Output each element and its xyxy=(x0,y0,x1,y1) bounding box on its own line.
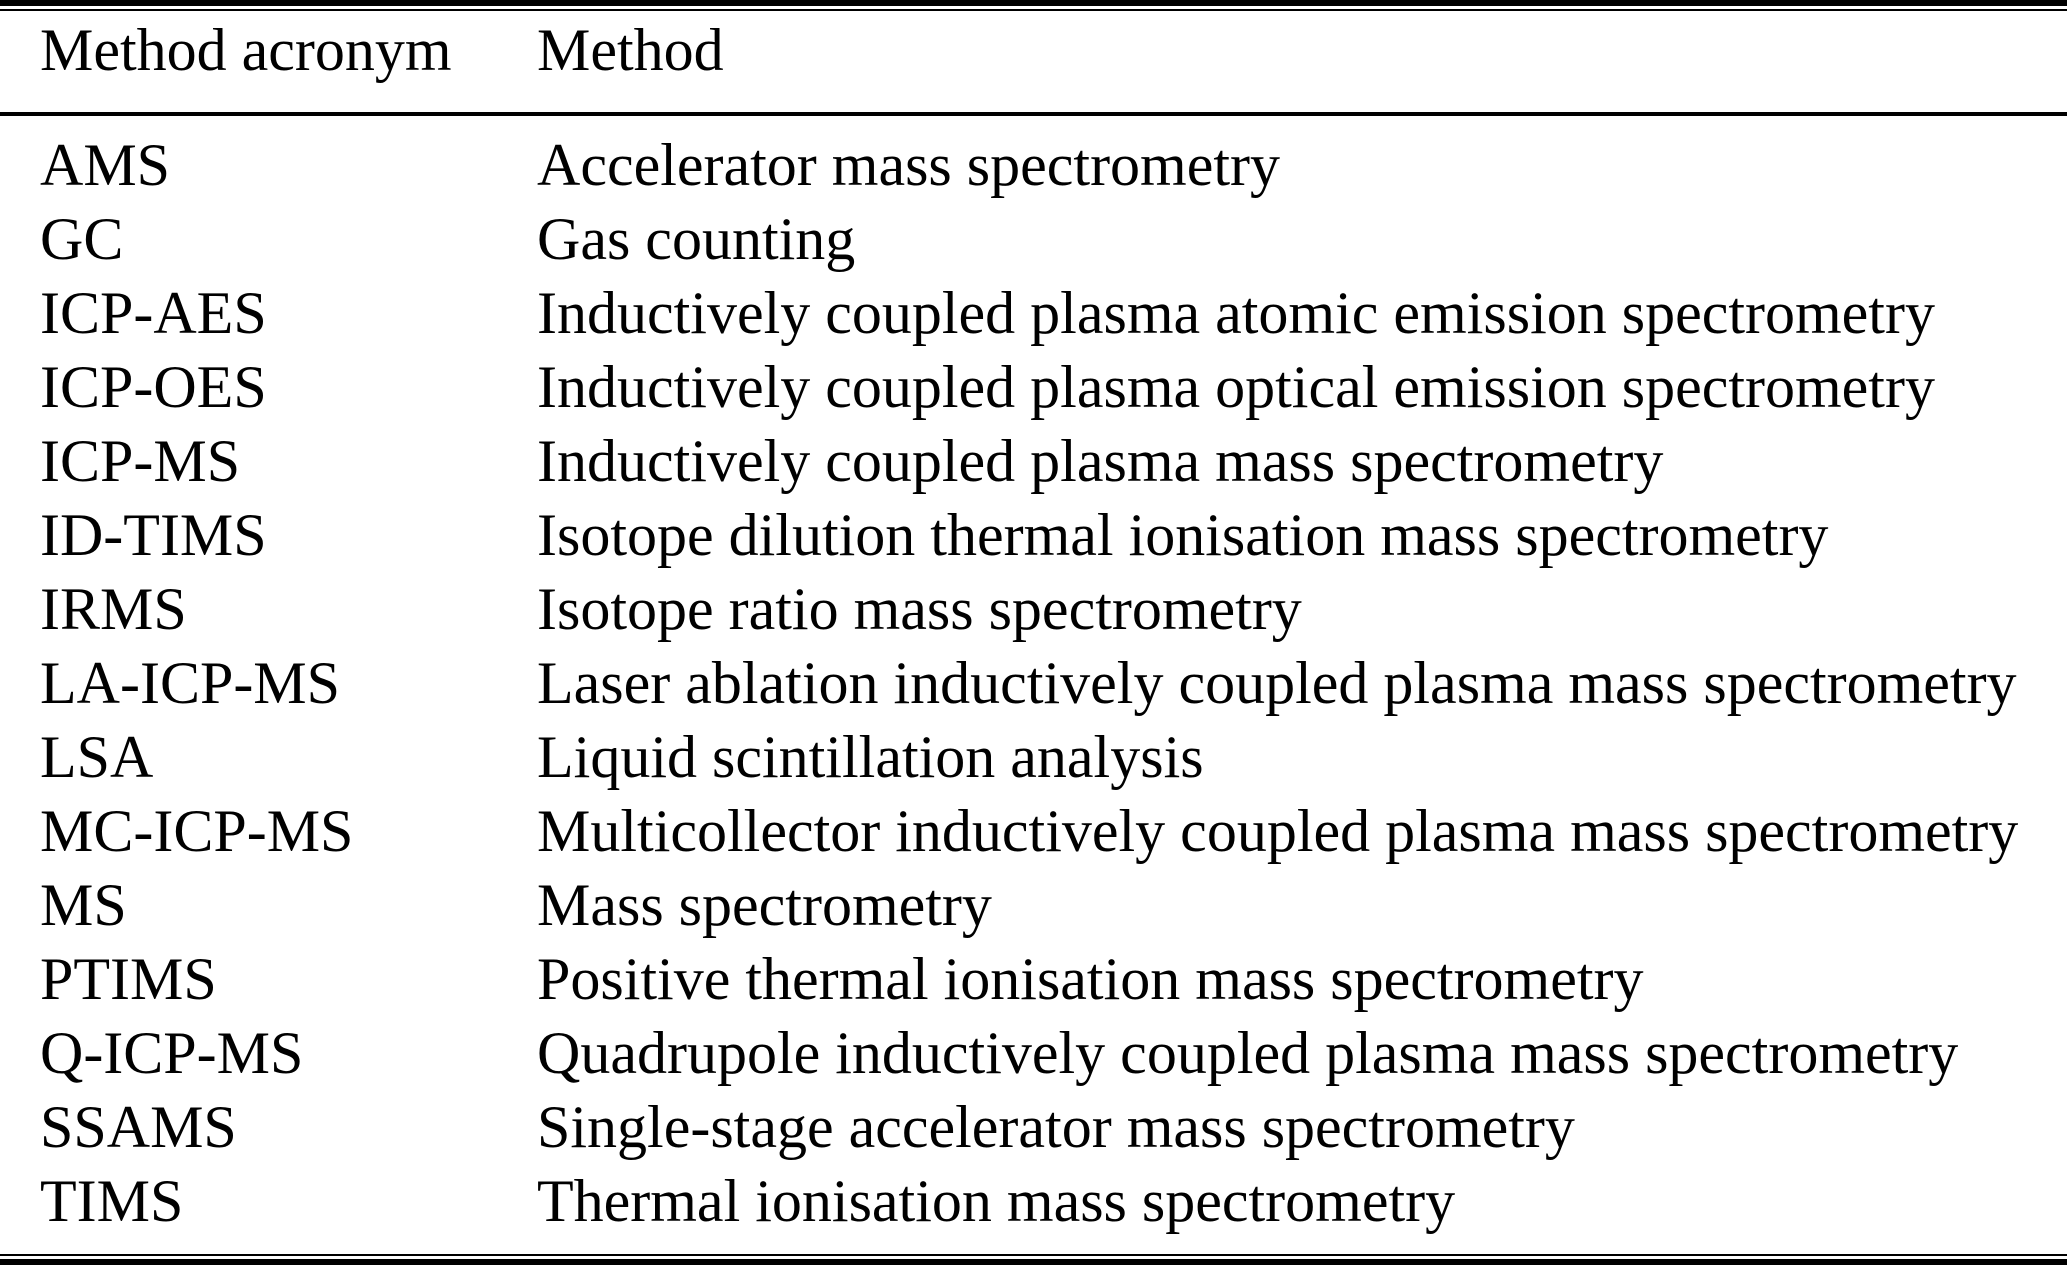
method-acronym-cell: ICP-MS xyxy=(40,428,241,494)
method-name-cell: Inductively coupled plasma mass spectrometry xyxy=(537,428,1664,494)
method-acronym-cell: TIMS xyxy=(40,1168,184,1234)
method-acronym-cell: SSAMS xyxy=(40,1094,237,1160)
bottom-rule-thick xyxy=(0,1259,2067,1265)
method-name-cell: Positive thermal ionisation mass spectrometry xyxy=(537,946,1644,1012)
method-name-cell: Single-stage accelerator mass spectrometry xyxy=(537,1094,1575,1160)
method-name-cell: Inductively coupled plasma atomic emission spectrometry xyxy=(537,280,1935,346)
method-acronym-cell: ICP-AES xyxy=(40,280,267,346)
table-row xyxy=(0,794,2067,868)
table-row xyxy=(0,202,2067,276)
method-name-cell: Mass spectrometry xyxy=(537,872,992,938)
method-name-cell: Laser ablation inductively coupled plasma mass spectrometry xyxy=(537,650,2017,716)
table-row xyxy=(0,868,2067,942)
table-row xyxy=(0,1164,2067,1238)
method-acronym-cell: MS xyxy=(40,872,127,938)
top-rule-thin xyxy=(0,9,2067,11)
table-row xyxy=(0,720,2067,794)
method-name-cell: Liquid scintillation analysis xyxy=(537,724,1204,790)
table-row xyxy=(0,1016,2067,1090)
method-acronym-cell: GC xyxy=(40,206,124,272)
method-name-cell: Gas counting xyxy=(537,206,856,272)
table-row xyxy=(0,350,2067,424)
table-body xyxy=(0,128,2067,1238)
column-header-method: Method xyxy=(537,17,724,83)
method-name-cell: Isotope ratio mass spectrometry xyxy=(537,576,1302,642)
column-header-method-acronym: Method acronym xyxy=(40,17,452,83)
table-row xyxy=(0,276,2067,350)
method-acronym-cell: PTIMS xyxy=(40,946,217,1012)
table-header-row xyxy=(0,13,2067,87)
method-name-cell: Thermal ionisation mass spectrometry xyxy=(537,1168,1456,1234)
method-acronym-cell: IRMS xyxy=(40,576,187,642)
method-name-cell: Quadrupole inductively coupled plasma mass spectrometry xyxy=(537,1020,1959,1086)
method-name-cell: Inductively coupled plasma optical emission spectrometry xyxy=(537,354,1935,420)
table-row xyxy=(0,498,2067,572)
method-name-cell: Accelerator mass spectrometry xyxy=(537,132,1280,198)
method-acronym-cell: ID-TIMS xyxy=(40,502,267,568)
table-row xyxy=(0,942,2067,1016)
method-name-cell: Isotope dilution thermal ionisation mass spectrometry xyxy=(537,502,1829,568)
method-name-cell: Multicollector inductively coupled plasma mass spectrometry xyxy=(537,798,2019,864)
table-row xyxy=(0,1090,2067,1164)
method-acronym-cell: AMS xyxy=(40,132,171,198)
method-acronym-cell: LSA xyxy=(40,724,154,790)
method-acronym-cell: Q-ICP-MS xyxy=(40,1020,304,1086)
table-row xyxy=(0,424,2067,498)
method-acronym-cell: MC-ICP-MS xyxy=(40,798,354,864)
header-divider-rule xyxy=(0,112,2067,116)
table-row xyxy=(0,572,2067,646)
method-acronym-cell: LA-ICP-MS xyxy=(40,650,341,716)
table-row xyxy=(0,128,2067,202)
method-acronym-cell: ICP-OES xyxy=(40,354,267,420)
table-row xyxy=(0,646,2067,720)
